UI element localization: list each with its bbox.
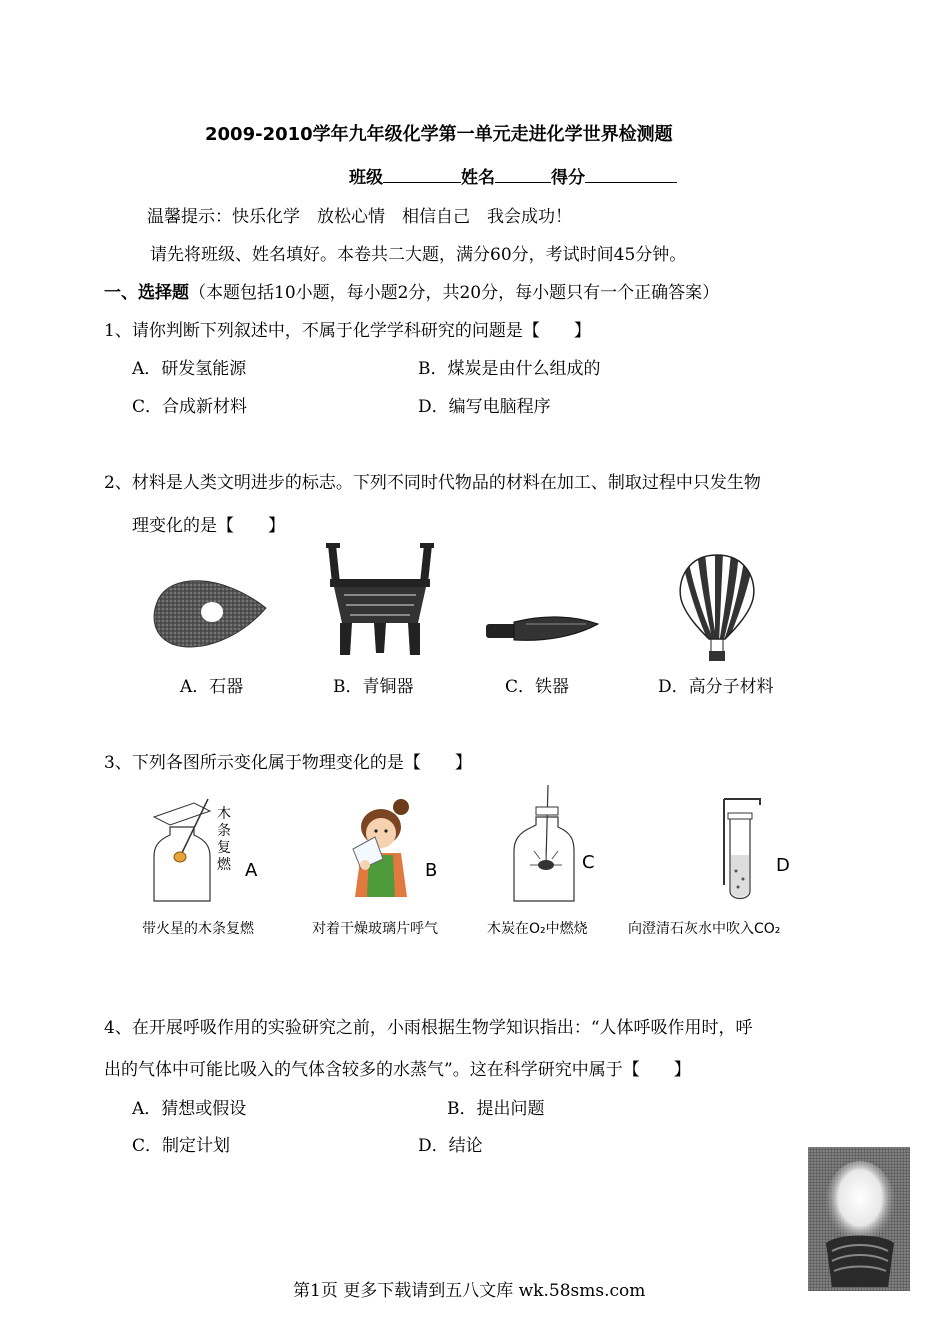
figure-c-charcoal-bottle [510, 785, 576, 909]
instructions: 请先将班级、姓名填好。本卷共二大题，满分60分，考试时间45分钟。 [150, 245, 687, 265]
section-title: 一、选择题 [104, 283, 189, 303]
figure-b-girl-breathing [345, 797, 417, 909]
student-info-line [349, 163, 677, 188]
q2-option-c[interactable]: C．铁器 [505, 677, 570, 697]
stone-tool-image [150, 572, 268, 654]
q4-option-d[interactable]: D．结论 [418, 1136, 483, 1156]
q4-stem-line2: 出的气体中可能比吸入的气体含较多的水蒸气”。这在科学研究中属于【 】 [104, 1060, 691, 1080]
score-blank[interactable] [585, 166, 677, 183]
figure-a-letter: A [245, 860, 258, 881]
name-label: 姓名 [461, 168, 495, 188]
q3-stem: 3、下列各图所示变化属于物理变化的是【 】 [104, 753, 472, 773]
q2-option-d[interactable]: D．高分子材料 [658, 677, 774, 697]
figure-a-caption: 带火星的木条复燃 [142, 921, 254, 937]
q1-stem: 1、请你判断下列叙述中，不属于化学学科研究的问题是【 】 [104, 321, 591, 341]
q4-option-b[interactable]: B．提出问题 [447, 1099, 545, 1119]
score-label: 得分 [551, 168, 585, 188]
figure-c-caption: 木炭在O₂中燃烧 [487, 921, 588, 937]
q2-stem-line2: 理变化的是【 】 [132, 516, 285, 536]
q2-option-a[interactable]: A．石器 [180, 677, 244, 697]
class-blank[interactable] [383, 166, 461, 183]
class-label: 班级 [349, 168, 383, 188]
q2-stem-line1: 2、材料是人类文明进步的标志。下列不同时代物品的材料在加工、制取过程中只发生物 [104, 473, 761, 493]
q1-option-a[interactable]: A．研发氢能源 [132, 359, 247, 379]
q2-option-b[interactable]: B．青铜器 [333, 677, 414, 697]
figure-c-letter: C [582, 852, 595, 873]
page-title: 2009-2010学年九年级化学第一单元走进化学世界检测题 [205, 124, 673, 145]
name-blank[interactable] [495, 166, 551, 183]
iron-tool-image [486, 612, 600, 646]
burning-object-photo [808, 1147, 910, 1291]
figure-a-side-label: 木条复燃 [217, 806, 231, 873]
figure-b-letter: B [425, 860, 438, 881]
figure-a-jar-splint [150, 797, 220, 909]
q1-option-b[interactable]: B．煤炭是由什么组成的 [418, 359, 601, 379]
q4-option-c[interactable]: C．制定计划 [132, 1136, 231, 1156]
figure-d-letter: D [776, 855, 790, 876]
q4-option-a[interactable]: A．猜想或假设 [132, 1099, 247, 1119]
warm-tip: 温馨提示：快乐化学 放松心情 相信自己 我会成功！ [147, 207, 572, 227]
figure-d-test-tube [716, 795, 764, 907]
section-heading [104, 278, 719, 303]
hot-air-balloon-image [675, 553, 759, 665]
bronze-vessel-image [322, 543, 438, 657]
page-footer: 第1页 更多下载请到五八文库 wk.58sms.com [293, 1281, 646, 1301]
figure-d-caption: 向澄清石灰水中吹入CO₂ [628, 921, 781, 937]
figure-b-caption: 对着干燥玻璃片呼气 [312, 921, 438, 937]
section-note: （本题包括10小题，每小题2分，共20分，每小题只有一个正确答案） [189, 283, 720, 303]
q1-option-d[interactable]: D．编写电脑程序 [418, 397, 551, 417]
q1-option-c[interactable]: C．合成新材料 [132, 397, 248, 417]
q4-stem-line1: 4、在开展呼吸作用的实验研究之前，小雨根据生物学知识指出：“人体呼吸作用时，呼 [104, 1018, 753, 1038]
